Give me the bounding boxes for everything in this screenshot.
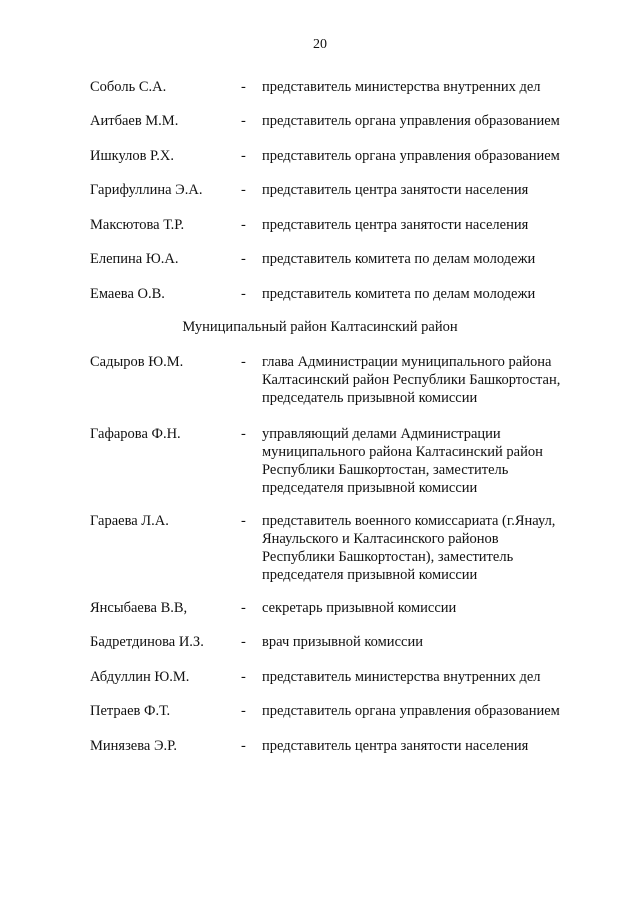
dash-separator: - bbox=[241, 738, 246, 754]
dash-separator: - bbox=[241, 513, 246, 529]
member-name: Гараева Л.А. bbox=[90, 513, 169, 529]
role-line: глава Администрации муниципального района bbox=[262, 354, 552, 370]
role-line: представитель органа управления образованием bbox=[262, 113, 560, 129]
member-role bbox=[262, 599, 602, 617]
member-name: Ишкулов Р.Х. bbox=[90, 148, 175, 164]
dash-separator: - bbox=[241, 217, 246, 233]
member-role bbox=[262, 216, 602, 234]
member-name: Петраев Ф.Т. bbox=[90, 703, 171, 719]
member-role bbox=[262, 668, 602, 686]
role-line: представитель министерства внутренних дел bbox=[262, 79, 541, 95]
member-name: Елепина Ю.А. bbox=[90, 251, 179, 267]
dash-separator: - bbox=[241, 354, 246, 370]
member-role bbox=[262, 425, 602, 497]
member-name: Садыров Ю.М. bbox=[90, 354, 184, 370]
member-role bbox=[262, 147, 602, 165]
member-name: Янсыбаева В.В, bbox=[90, 600, 188, 616]
member-name: Аитбаев М.М. bbox=[90, 113, 179, 129]
member-role bbox=[262, 78, 602, 96]
member-name: Абдуллин Ю.М. bbox=[90, 669, 190, 685]
member-name: Гафарова Ф.Н. bbox=[90, 426, 181, 442]
member-role bbox=[262, 737, 602, 755]
member-name: Емаева О.В. bbox=[90, 286, 165, 302]
member-role bbox=[262, 181, 602, 199]
section-title: Муниципальный район Калтасинский район bbox=[182, 319, 458, 335]
role-line: Янаульского и Калтасинского районов bbox=[262, 531, 499, 547]
dash-separator: - bbox=[241, 600, 246, 616]
dash-separator: - bbox=[241, 148, 246, 164]
role-line: врач призывной комиссии bbox=[262, 634, 423, 650]
member-name: Гарифуллина Э.А. bbox=[90, 182, 203, 198]
role-line: представитель органа управления образованием bbox=[262, 148, 560, 164]
member-name: Соболь С.А. bbox=[90, 79, 167, 95]
dash-separator: - bbox=[241, 251, 246, 267]
member-role bbox=[262, 512, 602, 584]
role-line: Калтасинский район Республики Башкортостан, bbox=[262, 372, 561, 388]
member-role bbox=[262, 112, 602, 130]
role-line: представитель комитета по делам молодежи bbox=[262, 251, 536, 267]
role-line: представитель комитета по делам молодежи bbox=[262, 286, 536, 302]
role-line: председателя призывной комиссии bbox=[262, 567, 478, 583]
role-line: управляющий делами Администрации bbox=[262, 426, 501, 442]
member-name: Бадретдинова И.З. bbox=[90, 634, 204, 650]
dash-separator: - bbox=[241, 79, 246, 95]
role-line: представитель министерства внутренних дел bbox=[262, 669, 541, 685]
role-line: представитель центра занятости населения bbox=[262, 182, 529, 198]
member-role bbox=[262, 633, 602, 651]
member-name: Минязева Э.Р. bbox=[90, 738, 178, 754]
dash-separator: - bbox=[241, 634, 246, 650]
member-role bbox=[262, 285, 602, 303]
member-role bbox=[262, 353, 602, 407]
dash-separator: - bbox=[241, 113, 246, 129]
dash-separator: - bbox=[241, 286, 246, 302]
role-line: Республики Башкортостан), заместитель bbox=[262, 549, 514, 565]
dash-separator: - bbox=[241, 426, 246, 442]
role-line: представитель центра занятости населения bbox=[262, 738, 529, 754]
role-line: секретарь призывной комиссии bbox=[262, 600, 457, 616]
role-line: председатель призывной комиссии bbox=[262, 390, 478, 406]
role-line: председателя призывной комиссии bbox=[262, 480, 478, 496]
member-role bbox=[262, 250, 602, 268]
role-line: муниципального района Калтасинский район bbox=[262, 444, 543, 460]
member-name: Максютова Т.Р. bbox=[90, 217, 185, 233]
role-line: представитель военного комиссариата (г.Янаул, bbox=[262, 513, 556, 529]
role-line: представитель органа управления образованием bbox=[262, 703, 560, 719]
role-line: представитель центра занятости населения bbox=[262, 217, 529, 233]
page-number: 20 bbox=[313, 37, 327, 52]
member-role bbox=[262, 702, 602, 720]
dash-separator: - bbox=[241, 182, 246, 198]
dash-separator: - bbox=[241, 669, 246, 685]
dash-separator: - bbox=[241, 703, 246, 719]
role-line: Республики Башкортостан, заместитель bbox=[262, 462, 509, 478]
